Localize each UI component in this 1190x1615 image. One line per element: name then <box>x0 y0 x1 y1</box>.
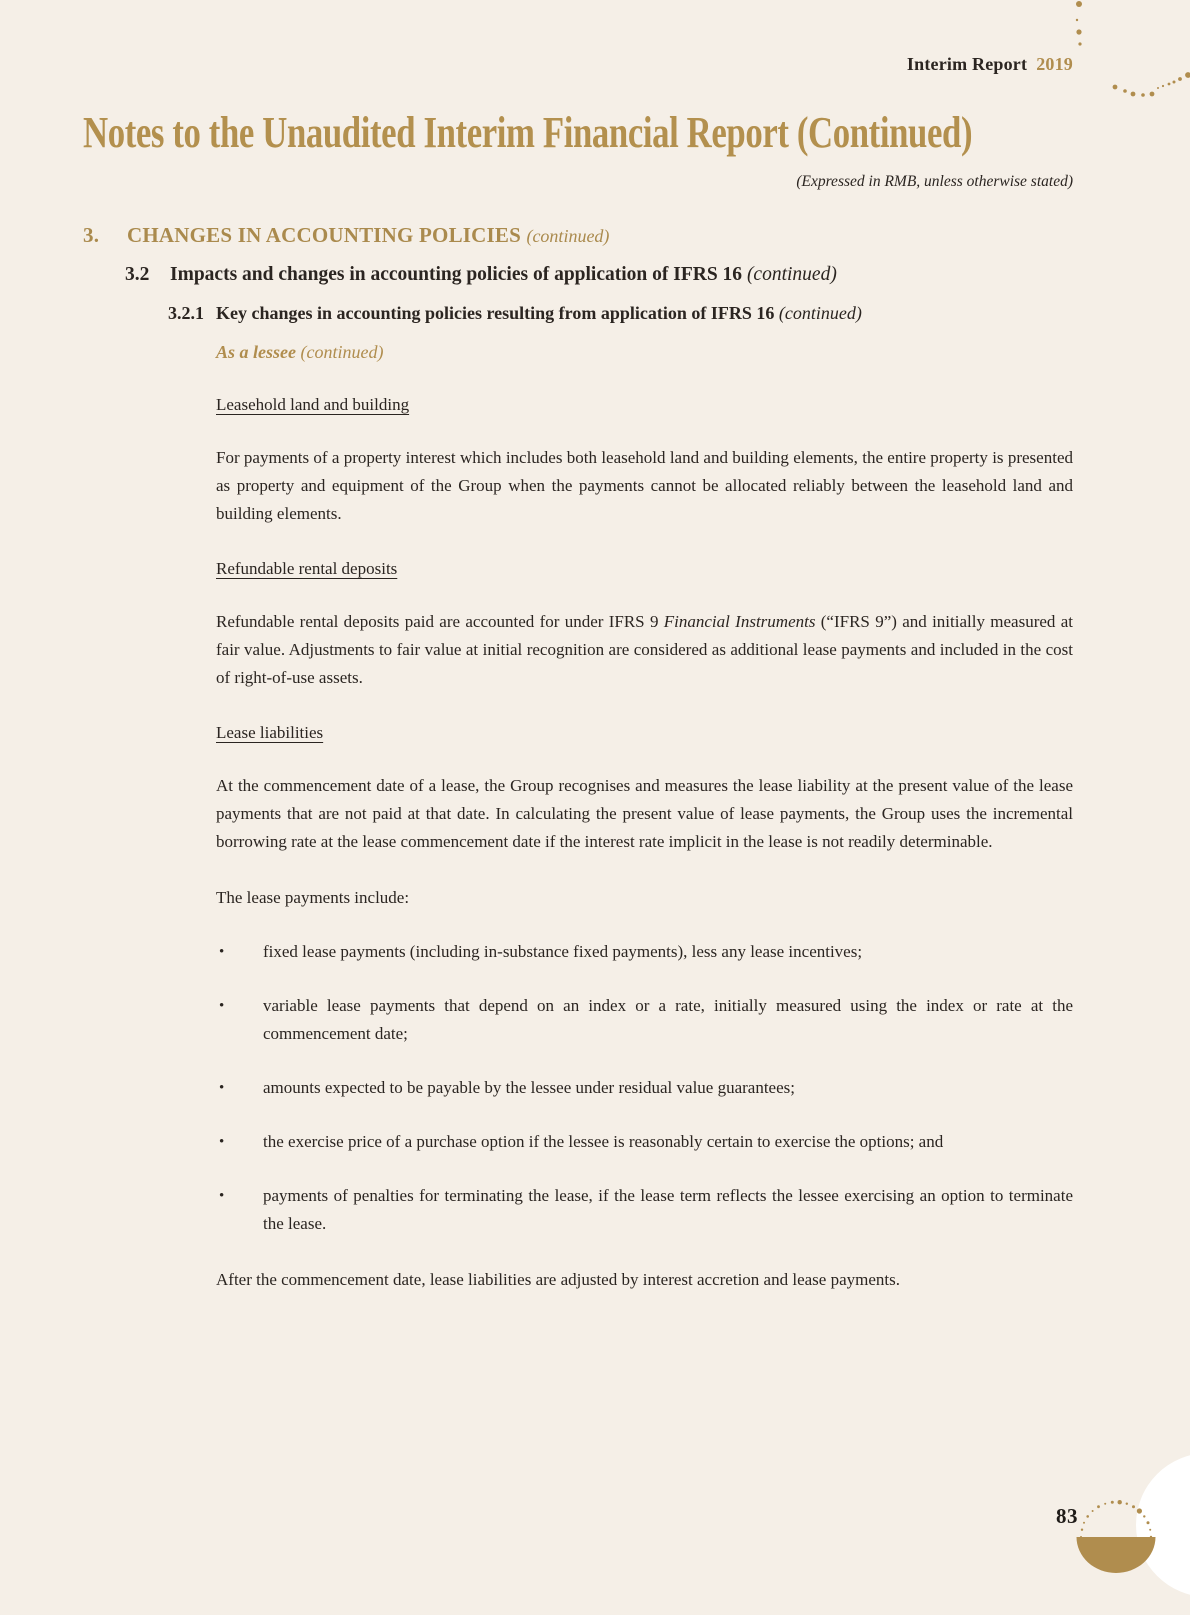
ifrs9-italic-term: Financial Instruments <box>663 611 816 631</box>
section-3-2-heading <box>125 262 1073 287</box>
closing-paragraph: After the commencement date, lease liabilities are adjusted by interest accretion and lease payments. <box>216 1269 900 1289</box>
bullet-icon: • <box>219 1133 225 1150</box>
page-number: 83 <box>1056 1504 1078 1528</box>
section-3-number: 3. <box>83 222 100 247</box>
as-a-lessee-heading: As a lessee (continued) <box>216 341 384 362</box>
lease-payments-intro: The lease payments include: <box>216 887 410 907</box>
deposits-paragraph: Refundable rental deposits paid are accounted for under IFRS 9 Financial Instruments (“IFRS 9”) and initially measured at fair value. Adjustments to fair value at initial recognition are considered as additional lease payments and included in the cost of right-of-use assets. <box>216 611 1073 687</box>
section-3-2-1-heading <box>168 302 1073 325</box>
section-3-2-heading-text: Impacts and changes in accounting policies of application of IFRS 16 (continued) <box>170 263 837 285</box>
list-item <box>216 992 1073 1048</box>
section-3-heading-text: CHANGES IN ACCOUNTING POLICIES (continued) <box>127 222 610 247</box>
section-3-heading <box>83 222 1073 249</box>
leasehold-paragraph: For payments of a property interest which includes both leasehold land and building elements, the entire property is presented as property and equipment of the Group when the payments cannot be allocated reliably between the leasehold land and building elements. <box>216 447 1073 523</box>
report-year: 2019 <box>1036 54 1073 74</box>
report-header <box>83 54 1073 74</box>
section-3-2-1-heading-text: Key changes in accounting policies resulting from application of IFRS 16 (continued) <box>216 302 862 323</box>
dotted-trail-decoration-icon <box>1040 0 1190 100</box>
list-item <box>216 1182 1073 1238</box>
semicircle-decoration-icon <box>1030 1430 1190 1615</box>
section-3-2-1 <box>168 302 1073 1294</box>
list-item <box>216 1128 1073 1156</box>
section-3-2-1-continued: (continued) <box>778 302 862 323</box>
bullet-icon: • <box>219 1187 225 1204</box>
list-item-text: amounts expected to be payable by the lessee under residual value guarantees; <box>263 1077 795 1097</box>
list-item-text: fixed lease payments (including in-substance fixed payments), less any lease incentives; <box>263 941 863 961</box>
bullet-icon: • <box>219 997 225 1014</box>
section-3 <box>83 222 1073 1294</box>
deposits-subheading: Refundable rental deposits <box>216 558 398 578</box>
list-item-text: the exercise price of a purchase option if the lessee is reasonably certain to exercise the options; and <box>263 1131 944 1151</box>
page-title: Notes to the Unaudited Interim Financial Report (Continued) <box>83 108 973 157</box>
section-3-2 <box>125 262 1073 1294</box>
section-3-2-number: 3.2 <box>125 263 150 285</box>
list-item-text: payments of penalties for terminating the lease, if the lease term reflects the lessee exercising an option to terminate the lease. <box>263 1185 1073 1233</box>
report-name: Interim Report <box>906 54 1028 74</box>
section-3-continued: (continued) <box>526 225 610 246</box>
lease-liabilities-subheading: Lease liabilities <box>216 722 324 742</box>
bullet-icon: • <box>219 943 225 960</box>
list-item <box>216 938 1073 966</box>
leasehold-subheading: Leasehold land and building <box>216 394 410 414</box>
list-item-text: variable lease payments that depend on an index or a rate, initially measured using the index or rate at the commencement date; <box>263 995 1073 1043</box>
lease-liabilities-paragraph: At the commencement date of a lease, the Group recognises and measures the lease liability at the present value of the lease payments that are not paid at that date. In calculating the present value of lease payments, the Group uses the incremental borrowing rate at the lease commencement date if the interest rate implicit in the lease is not readily determinable. <box>216 775 1073 851</box>
list-item <box>216 1074 1073 1102</box>
as-a-lessee-continued: (continued) <box>300 341 384 362</box>
currency-note: (Expressed in RMB, unless otherwise stated) <box>796 172 1073 190</box>
section-3-2-1-number: 3.2.1 <box>168 302 204 323</box>
section-content <box>216 341 1073 1294</box>
section-3-2-continued: (continued) <box>746 263 837 285</box>
bullet-icon: • <box>219 1079 225 1096</box>
